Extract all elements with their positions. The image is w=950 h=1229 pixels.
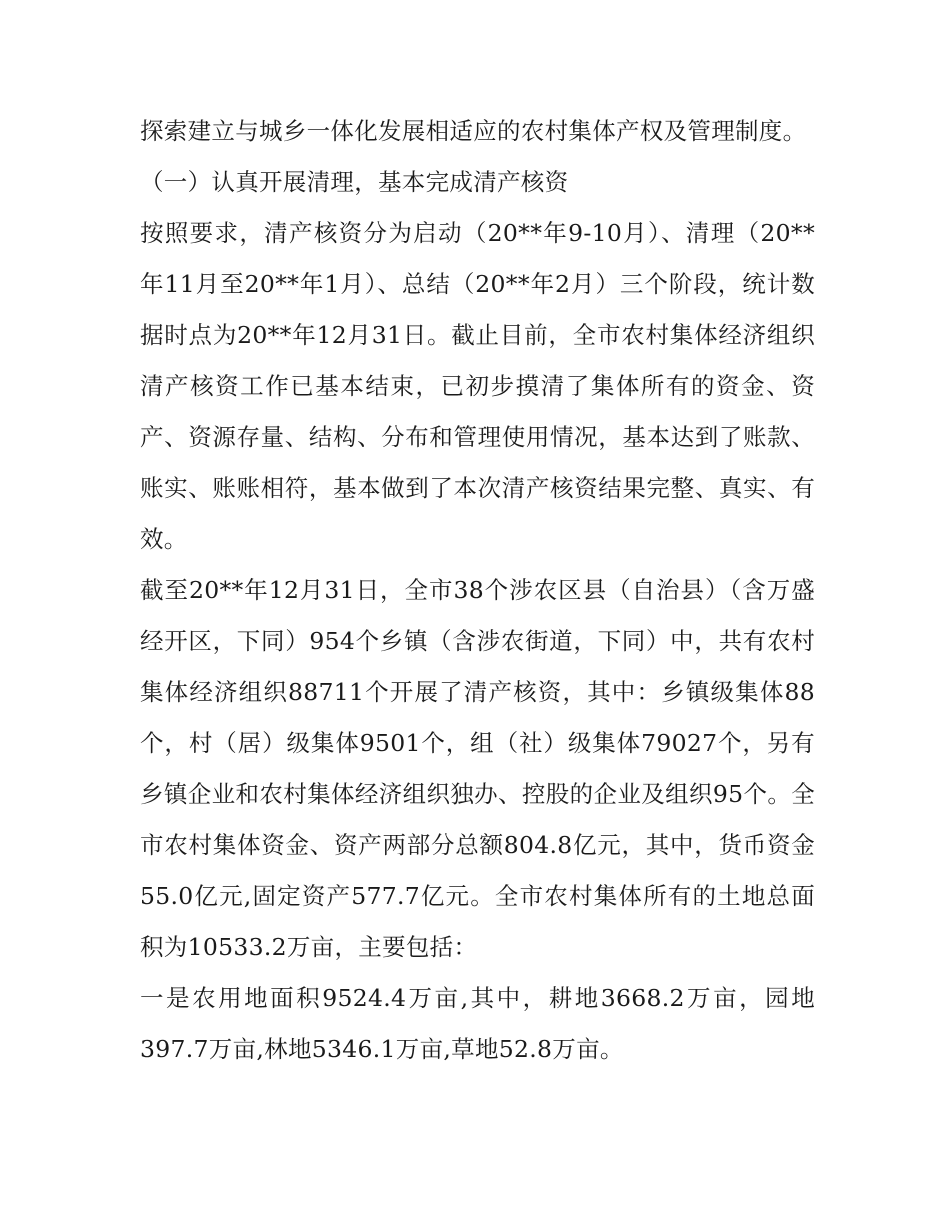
paragraph-land-use: 一是农用地面积9524.4万亩,其中，耕地3668.2万亩，园地397.7万亩,林地5346.1万亩,草地52.8万亩。 (140, 984, 815, 1063)
paragraph-intro: 探索建立与城乡一体化发展相适应的农村集体产权及管理制度。 (140, 117, 807, 145)
paragraph-statistics: 截至20**年12月31日，全市38个涉农区县（自治县）（含万盛经开区，下同）954个乡镇（含涉农街道，下同）中，共有农村集体经济组织88711个开展了清产核资，其中：乡镇级集体88个，村（居）级集体9501个，组（社）级集体79027个，另有乡镇企业和农村集体经济组织独办、控股的企业及组织95个。全市农村集体资金、资产两部分总额804.8亿元，其中，货币资金55.0亿元,固定资产577.7亿元。全市农村集体所有的土地总面积为10533.2万亩，主要包括： (140, 576, 815, 961)
section-heading: （一）认真开展清理，基本完成清产核资 (140, 168, 569, 196)
paragraph-clearance-stages: 按照要求，清产核资分为启动（20**年9-10月）、清理（20**年11月至20**年1月）、总结（20**年2月）三个阶段，统计数据时点为20**年12月31日。截止目前，全市农村集体经济组织清产核资工作已基本结束，已初步摸清了集体所有的资金、资产、资源存量、结构、分布和管理使用情况，基本达到了账款、账实、账账相符，基本做到了本次清产核资结果完整、真实、有效。 (140, 219, 815, 553)
document-body (140, 106, 815, 1075)
